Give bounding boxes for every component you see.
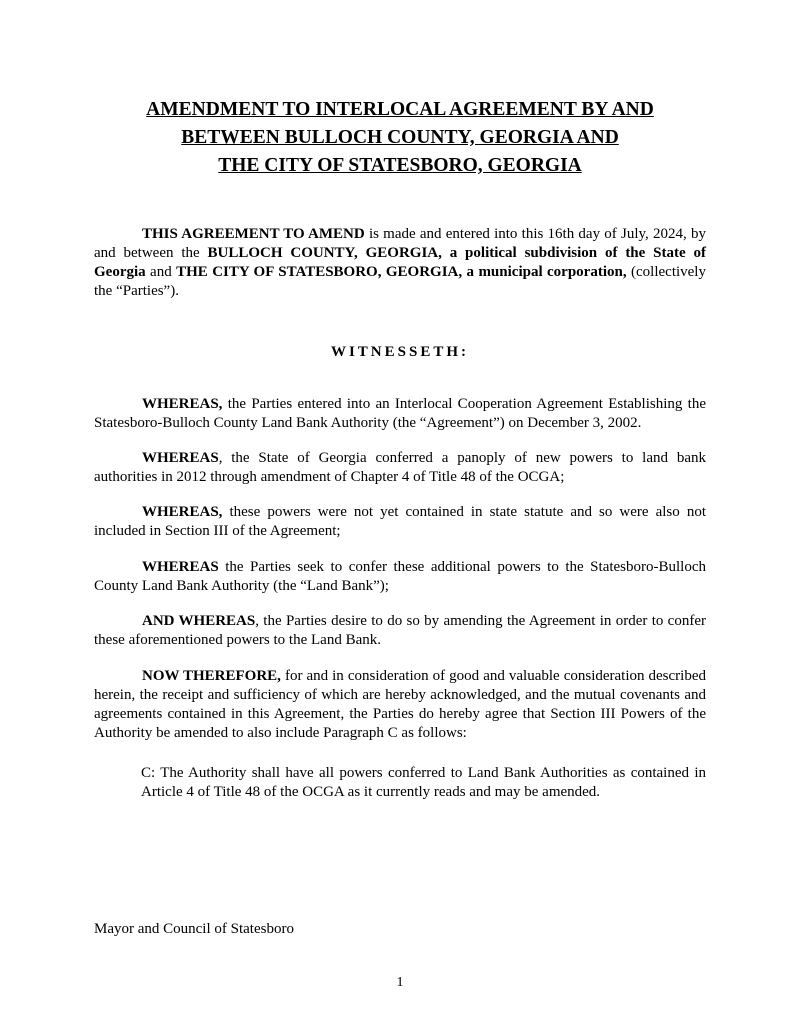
witnesseth-heading: WITNESSETH: [330,344,470,360]
intro-bold-2: BULLOCH COUNTY, GEORGIA, a political subdivision of the State of Georgia [94,245,706,280]
signature-label: Mayor and Council of Statesboro [94,921,294,937]
now-therefore-paragraph [94,667,706,743]
paragraph-lead: AND WHEREAS [142,613,256,629]
and-whereas-paragraph [94,612,706,650]
paragraph-text: , the Parties desire to do so by amending the Agreement in order to confer these aforementioned powers to the Land Bank. [94,613,706,648]
paragraph-c: C: The Authority shall have all powers conferred to Land Bank Authorities as contained in Article 4 of Title 48 of the OCGA as it currently reads and may be amended. [141,765,706,800]
intro-text-1: is made and entered into this 16th day of July, 2024, by and between the [94,226,706,261]
page-number: 1 [396,975,404,990]
document-title [60,96,740,180]
title-line-2: BETWEEN BULLOCH COUNTY, GEORGIA AND [181,127,619,148]
whereas-paragraph-2 [94,449,706,487]
paragraph-lead: WHEREAS [142,559,219,575]
whereas-paragraph-4 [94,558,706,596]
paragraph-text: for and in consideration of good and valuable consideration described herein, the receipt and sufficiency of which are hereby acknowledged, and the mutual covenants and agreements contained in this Agreement, the Parties do hereby agree that Section III Powers of the Authority be amended to also include Paragraph C as follows: [94,668,707,741]
title-line-3: THE CITY OF STATESBORO, GEORGIA [218,155,582,176]
intro-text-2: and [145,264,177,280]
whereas-paragraph-3 [94,503,706,541]
intro-bold-3: THE CITY OF STATESBORO, GEORGIA, a municipal corporation, [176,264,627,280]
intro-bold-1: THIS AGREEMENT TO AMEND [142,226,365,242]
paragraph-lead: WHEREAS [142,450,219,466]
paragraph-text: the Parties seek to confer these additional powers to the Statesboro-Bulloch County Land Bank Authority (the “Land Bank”); [94,559,706,594]
paragraph-text: , the State of Georgia conferred a panoply of new powers to land bank authorities in 2012 through amendment of Chapter 4 of Title 48 of the OCGA; [94,450,706,485]
title-line-1: AMENDMENT TO INTERLOCAL AGREEMENT BY AND [146,99,654,120]
paragraph-text: the Parties entered into an Interlocal Cooperation Agreement Establishing the Statesboro-Bulloch County Land Bank Authority (the “Agreement”) on December 3, 2002. [94,396,706,431]
intro-paragraph [94,225,706,301]
paragraph-text: these powers were not yet contained in state statute and so were also not included in Section III of the Agreement; [94,504,706,539]
paragraph-lead: WHEREAS, [142,396,223,412]
paragraph-lead: NOW THEREFORE, [142,668,281,684]
intro-text-3: (collectively the “Parties”). [94,264,706,299]
whereas-paragraph-1 [94,395,706,433]
paragraph-lead: WHEREAS, [142,504,223,520]
